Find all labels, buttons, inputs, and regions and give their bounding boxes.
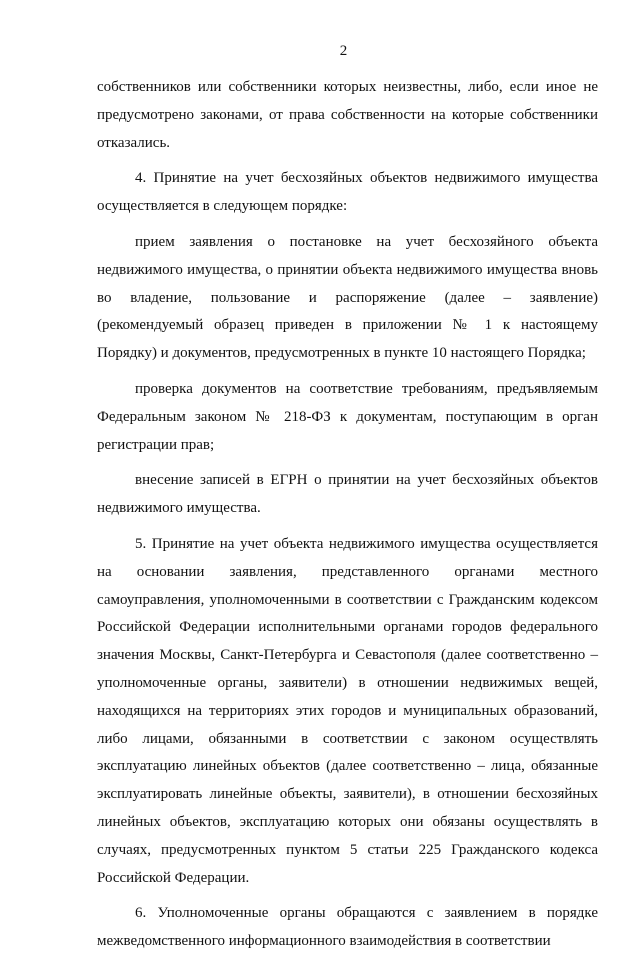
paragraph-item-6: 6. Уполномоченные органы обращаются с заявлением в порядке межведомственного информационного взаимодействия в соответствии	[97, 905, 598, 950]
paragraph-item-4: 4. Принятие на учет бесхозяйных объектов недвижимого имущества осуществляется в следующем порядке:	[97, 170, 598, 215]
paragraph-continuation: собственников или собственники которых неизвестны, либо, если иное не предусмотрено законами, от права собственности на которые собственники отказались.	[97, 79, 598, 151]
paragraph-application-intake: прием заявления о постановке на учет бесхозяйного объекта недвижимого имущества, о принятии объекта недвижимого имущества вновь во владение, пользование и распоряжение (далее – заявление) (рекомендуемый образец приведен в приложении № 1 к настоящему Порядку) и документов, предусмотренных в пункте 10 настоящего Порядка;	[97, 233, 598, 362]
paragraph-egrn-entry: внесение записей в ЕГРН о принятии на учет бесхозяйных объектов недвижимого имущества.	[97, 472, 598, 517]
paragraph-document-check: проверка документов на соответствие требованиям, предъявляемым Федеральным законом № 218-ФЗ к документам, поступающим в орган регистрации прав;	[97, 380, 598, 453]
page-number: 2	[339, 43, 348, 59]
paragraph-item-5: 5. Принятие на учет объекта недвижимого имущества осуществляется на основании заявления, представленного органами местного самоуправления, уполномоченными в соответствии с Гражданским кодексом Российской Федерации исполнительными органами городов федерального значения Москвы, Санкт-Петербурга и Севастополя (далее соответственно – уполномоченные органы, заявители) в отношении недвижимых вещей, находящихся на территориях этих городов и муниципальных образований, либо лицами, обязанными в соответствии с законом осуществлять эксплуатацию линейных объектов (далее соответственно – лица, обязанные эксплуатировать линейные объекты, заявители), в отношении бесхозяйных линейных объектов, эксплуатацию которых они обязаны осуществлять в случаях, предусмотренных пунктом 5 статьи 225 Гражданского кодекса Российской Федерации.	[97, 535, 598, 886]
